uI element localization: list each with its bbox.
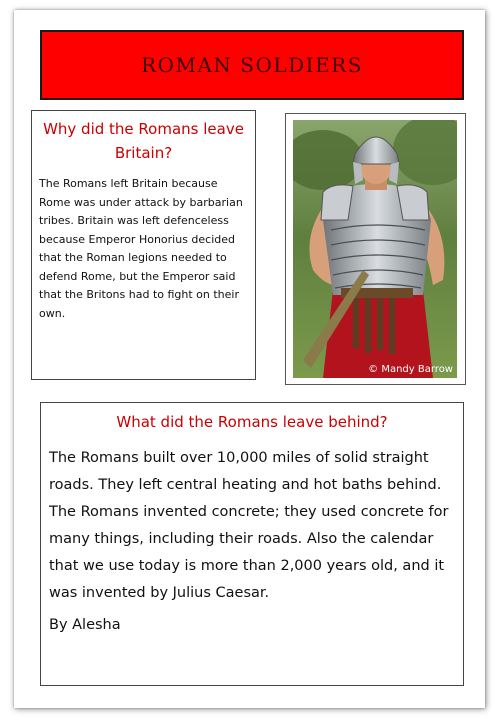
page-title: ROMAN SOLDIERS bbox=[141, 53, 363, 77]
roman-soldier-photo bbox=[293, 120, 457, 378]
why-leave-text: The Romans left Britain because Rome was under attack by barbarian tribes. Britain was left defenceless because Emperor Honorius decided that the Roman legions needed to defend Rome, but the Emperor said that the Britons had to fight on their own. bbox=[39, 177, 243, 320]
soldier-illustration bbox=[293, 120, 457, 378]
what-left-heading: What did the Romans leave behind? bbox=[116, 413, 388, 431]
author-line: By Alesha bbox=[49, 617, 121, 633]
what-left-text: The Romans built over 10,000 miles of solid straight roads. They left central heating and hot baths behind. The Romans invented concrete; they used concrete for many things, including their roads. Also the calendar that we use today is more than 2,000 years old, and it was invented by Julius Caesar. bbox=[49, 450, 449, 601]
what-left-box bbox=[40, 402, 464, 686]
photo-credit: © Mandy Barrow bbox=[368, 364, 453, 375]
why-leave-box bbox=[31, 110, 256, 380]
why-leave-heading: Why did the Romans leave Britain? bbox=[43, 120, 244, 162]
title-banner bbox=[40, 30, 464, 100]
soldier-photo-frame bbox=[285, 113, 466, 385]
